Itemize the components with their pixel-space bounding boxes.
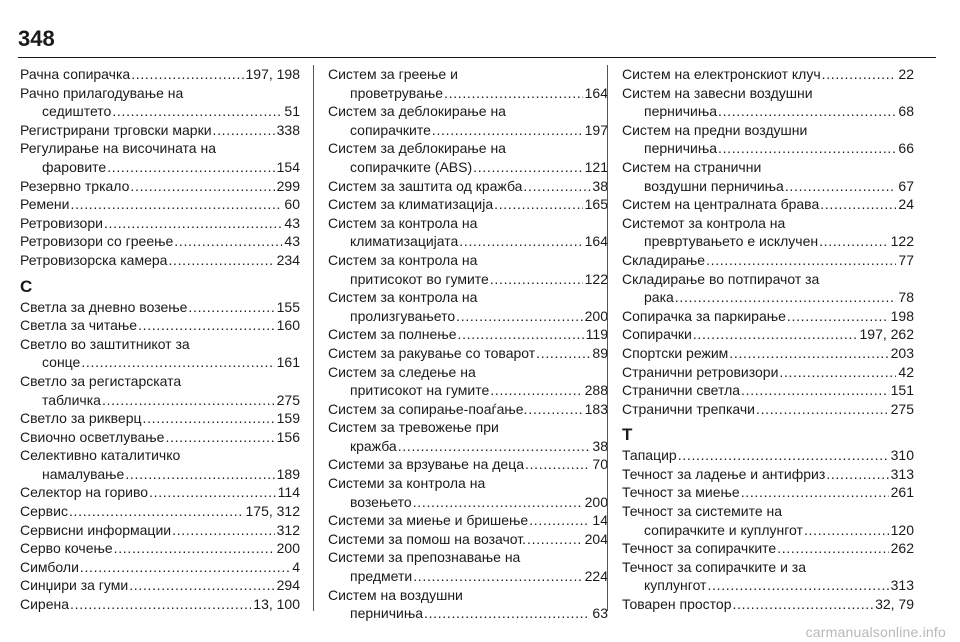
index-term-continuation: перничиња (644, 140, 717, 157)
page-reference: 299 (276, 177, 300, 194)
page-reference: 288 (584, 382, 608, 399)
index-entry (20, 539, 300, 558)
dot-leader (456, 307, 582, 326)
index-term-continuation: превртувањето е исклучен (644, 233, 819, 250)
page-reference: 78 (898, 289, 914, 306)
dot-leader (125, 465, 274, 484)
page-reference: 154 (276, 158, 300, 175)
dot-leader (494, 195, 583, 214)
index-term-continuation: предмети (350, 568, 413, 585)
page-reference: 312 (276, 521, 300, 538)
page-reference: 122 (584, 270, 608, 287)
page-reference: 38 (592, 437, 608, 454)
index-entry (328, 548, 608, 585)
dot-leader (523, 177, 590, 196)
index-term: Странични ретровизори (622, 363, 779, 380)
index-entry (20, 428, 300, 447)
index-term: Систем за заштита од кражба (328, 177, 523, 194)
page-reference: 197, 198 (245, 66, 300, 82)
index-term: Светло во заштитникот за (20, 335, 190, 352)
page-reference: 70 (592, 456, 608, 473)
page-reference: 198 (890, 307, 914, 324)
page-reference: 67 (898, 177, 914, 194)
dot-leader (149, 483, 276, 502)
dot-leader (188, 298, 274, 317)
index-entry (622, 344, 914, 363)
page-reference: 66 (898, 140, 914, 157)
index-term: Системи за помош на возачот. (328, 530, 527, 547)
index-term: Систем за деблокирање на (328, 140, 506, 157)
page-reference: 159 (276, 410, 300, 427)
index-term: Складирање (622, 251, 706, 268)
page-reference: 151 (890, 382, 914, 399)
dot-leader (459, 232, 582, 251)
index-entry (328, 177, 608, 196)
dot-leader (129, 576, 274, 595)
page-reference: 13, 100 (253, 596, 300, 613)
dot-leader (787, 307, 889, 326)
index-term: Системи за препознавање на (328, 549, 521, 566)
index-entry (20, 335, 300, 372)
page-reference: 189 (276, 465, 300, 482)
index-entry (622, 195, 914, 214)
index-term: Странични светла (622, 382, 741, 399)
index-term: Систем за деблокирање на (328, 103, 506, 120)
dot-leader (718, 139, 896, 158)
index-term: Сервис (20, 503, 68, 520)
watermark: carmanualsonline.info (805, 624, 946, 640)
page-reference: 262 (890, 540, 914, 557)
dot-leader (102, 391, 275, 410)
dot-leader (741, 483, 889, 502)
dot-leader (104, 214, 282, 233)
index-term: Товарен простор (622, 596, 732, 613)
index-entry (20, 316, 300, 335)
dot-leader (473, 158, 583, 177)
index-term-continuation: рака (644, 289, 674, 306)
index-term: Сирена (20, 596, 70, 613)
index-entry (328, 586, 608, 623)
page-reference: 161 (276, 354, 300, 371)
index-term: Систем на предни воздушни (622, 121, 808, 138)
index-term: Течност за сопирачките (622, 540, 777, 557)
index-term-continuation: возењето (350, 493, 412, 510)
page-reference: 200 (584, 493, 608, 510)
page-reference: 89 (592, 344, 608, 361)
index-entry (20, 558, 300, 577)
index-term-continuation: сопирачките и куплунгот (644, 521, 803, 538)
dot-leader (444, 84, 583, 103)
dot-leader (70, 195, 282, 214)
dot-leader (490, 270, 583, 289)
page-reference: 310 (890, 447, 914, 464)
index-term: Синџири за гуми (20, 577, 129, 594)
section-letter: Т (622, 425, 633, 445)
index-entry (622, 400, 914, 419)
index-term-continuation: намалување (42, 465, 125, 482)
index-entry (328, 474, 608, 511)
dot-leader (779, 363, 896, 382)
index-entry (622, 483, 914, 502)
index-term-continuation: перничиња (350, 605, 423, 622)
index-entry (328, 511, 608, 530)
index-entry (328, 251, 608, 288)
dot-leader (172, 521, 275, 540)
dot-leader (729, 344, 888, 363)
index-term: Течност за системите на (622, 503, 783, 520)
page-reference: 4 (292, 558, 300, 575)
index-term: Систем на воздушни (328, 586, 463, 603)
index-term: Систем на електронскиот клуч (622, 66, 821, 82)
index-entry (328, 363, 608, 400)
index-entry (20, 214, 300, 233)
page-reference: 165 (584, 196, 608, 213)
index-entry (622, 595, 914, 614)
index-entry (20, 84, 300, 121)
dot-leader (822, 65, 897, 84)
dot-leader (138, 316, 275, 335)
index-term: Светло за рикверц (20, 410, 142, 427)
page-reference: 203 (890, 344, 914, 361)
index-term: Рачна сопирачка (20, 66, 131, 82)
index-term: Ретровизори со греење (20, 233, 174, 250)
index-term: Системот за контрола на (622, 214, 786, 231)
index-entry (328, 325, 608, 344)
dot-leader (529, 511, 590, 530)
index-entry (622, 158, 914, 195)
index-entry (20, 177, 300, 196)
dot-leader (130, 177, 274, 196)
index-term: Системи за миење и бришење (328, 512, 529, 529)
index-term: Симболи (20, 558, 79, 575)
page-reference: 156 (276, 428, 300, 445)
index-column-3 (622, 65, 914, 614)
index-term: Странични трепкачи (622, 400, 755, 417)
page-reference: 43 (284, 233, 300, 250)
index-term-continuation: воздушни перничиња (644, 177, 784, 194)
page-reference: 114 (277, 484, 300, 501)
page-reference: 275 (890, 400, 914, 417)
dot-leader (398, 437, 591, 456)
index-term: Складирање во потпирачот за (622, 270, 820, 287)
page-reference: 38 (592, 177, 608, 194)
index-term-continuation: куплунгот (644, 577, 707, 594)
dot-leader (413, 493, 583, 512)
index-entry (622, 465, 914, 484)
dot-leader (490, 381, 582, 400)
dot-leader (432, 121, 583, 140)
dot-leader (525, 455, 590, 474)
index-entry (20, 446, 300, 483)
dot-leader (174, 232, 282, 251)
page-reference: 197 (584, 121, 608, 138)
index-entry (20, 576, 300, 595)
index-term: Течност за сопирачките и за (622, 558, 806, 575)
index-term: Свиочно осветлување (20, 428, 165, 445)
index-entry (622, 65, 914, 84)
index-term: Систем за тревожење при (328, 419, 499, 436)
index-term: Системи за врзување на деца (328, 456, 525, 473)
index-entry (20, 298, 300, 317)
index-entry (622, 381, 914, 400)
page-reference: 294 (276, 577, 300, 594)
index-term-continuation: перничиња (644, 103, 717, 120)
column-divider (607, 65, 608, 611)
dot-leader (804, 521, 889, 540)
index-term-continuation: сопирачките (ABS) (350, 158, 473, 175)
dot-leader (80, 558, 290, 577)
index-term: Светла за читање (20, 317, 138, 334)
page-reference: 275 (276, 391, 300, 408)
page-reference: 120 (890, 521, 914, 538)
page-reference: 204 (584, 530, 608, 547)
dot-leader (213, 121, 275, 140)
dot-leader (528, 400, 582, 419)
page-reference: 234 (276, 251, 300, 268)
index-entry (622, 121, 914, 158)
page-reference: 175, 312 (245, 503, 300, 520)
index-entry (622, 363, 914, 382)
page-reference: 313 (890, 577, 914, 594)
page-reference: 155 (276, 298, 300, 315)
index-term: Резервно тркало (20, 177, 130, 194)
index-term: Рачно прилагодување на (20, 84, 184, 101)
dot-leader (732, 595, 873, 614)
column-divider (313, 65, 314, 611)
index-term: Спортски режим (622, 344, 729, 361)
index-entry (328, 530, 608, 549)
index-term: Систем за контрола на (328, 251, 478, 268)
page-reference: 200 (276, 540, 300, 557)
page-reference: 338 (276, 121, 300, 138)
index-entry (20, 121, 300, 140)
page-reference: 43 (284, 214, 300, 231)
index-term: Систем за климатизација (328, 196, 494, 213)
dot-leader (706, 251, 896, 270)
index-column-1 (20, 65, 300, 614)
index-entry (20, 483, 300, 502)
index-term: Регулирање на височината на (20, 140, 216, 157)
index-entry (622, 251, 914, 270)
index-term: Систем за греење и (328, 66, 458, 82)
index-term-continuation: сонце (42, 354, 81, 371)
page-reference: 24 (898, 196, 914, 213)
index-entry (20, 195, 300, 214)
index-term: Систем за контрола на (328, 289, 478, 306)
page-reference: 14 (592, 512, 608, 529)
index-term-continuation: притисокот во гумите (350, 270, 489, 287)
index-term: Ретровизорска камера (20, 251, 168, 268)
index-term: Селективно каталитичко (20, 447, 181, 464)
dot-leader (112, 102, 282, 121)
index-term: Сопирачки (622, 326, 692, 343)
dot-leader (777, 539, 888, 558)
index-entry (328, 344, 608, 363)
header-rule (18, 57, 936, 58)
dot-leader (424, 604, 590, 623)
dot-leader (718, 102, 896, 121)
index-term-continuation: табличка (42, 391, 101, 408)
index-term-continuation: пролизгувањето (350, 307, 456, 324)
dot-leader (819, 232, 889, 251)
index-entry (622, 307, 914, 326)
dot-leader (741, 381, 889, 400)
dot-leader (168, 251, 274, 270)
index-entry (20, 372, 300, 409)
index-term-continuation: притисокот на гумите (350, 382, 490, 399)
index-term: Ретровизори (20, 214, 103, 231)
page-reference: 224 (584, 568, 608, 585)
section-letter: С (20, 276, 33, 296)
page-reference: 63 (592, 605, 608, 622)
dot-leader (131, 65, 243, 84)
index-entry (20, 65, 300, 84)
index-term: Селектор на гориво (20, 484, 149, 501)
index-entry (622, 84, 914, 121)
index-term-continuation: фаровите (42, 158, 107, 175)
page-reference: 200 (584, 307, 608, 324)
page-reference: 197, 262 (859, 326, 914, 343)
page-reference: 68 (898, 103, 914, 120)
index-entry (20, 595, 300, 614)
page-reference: 60 (284, 196, 300, 213)
index-entry (20, 521, 300, 540)
index-entry (20, 232, 300, 251)
dot-leader (165, 428, 274, 447)
page-reference: 164 (584, 84, 608, 101)
dot-leader (413, 567, 582, 586)
index-entry (622, 539, 914, 558)
page-reference: 183 (584, 400, 608, 417)
index-term: Систем на странични (622, 158, 762, 175)
index-entry (622, 325, 914, 344)
index-term: Систем за полнење (328, 326, 457, 343)
index-entry (20, 502, 300, 521)
index-entry (622, 558, 914, 595)
page-reference: 22 (898, 66, 914, 82)
index-term-continuation: проветрување (350, 84, 444, 101)
index-entry (328, 288, 608, 325)
index-column-2 (328, 65, 608, 623)
dot-leader (536, 344, 590, 363)
page-reference: 32, 79 (875, 596, 914, 613)
page-reference: 261 (890, 484, 914, 501)
index-term: Ремени (20, 196, 70, 213)
index-term: Регистрирани трговски марки (20, 121, 212, 138)
dot-leader (785, 177, 897, 196)
index-term: Тапацир (622, 447, 677, 464)
dot-leader (820, 195, 896, 214)
index-entry (328, 418, 608, 455)
index-entry (20, 139, 300, 176)
page-reference: 119 (585, 326, 608, 343)
page-reference: 313 (890, 465, 914, 482)
index-entry (20, 409, 300, 428)
page-number: 348 (18, 26, 55, 51)
dot-leader (678, 446, 889, 465)
dot-leader (693, 325, 858, 344)
index-term: Течност за миење (622, 484, 740, 501)
index-entry (328, 139, 608, 176)
page-reference: 122 (890, 233, 914, 250)
index-entry (622, 214, 914, 251)
dot-leader (143, 409, 275, 428)
page-reference: 77 (898, 251, 914, 268)
index-term: Сопирачка за паркирање (622, 307, 786, 324)
page-reference: 51 (284, 103, 300, 120)
index-entry (328, 102, 608, 139)
dot-leader (527, 530, 583, 549)
dot-leader (707, 576, 888, 595)
index-entry (328, 195, 608, 214)
page-reference: 164 (584, 233, 608, 250)
index-term: Течност за ладење и антифриз (622, 465, 826, 482)
dot-leader (675, 288, 897, 307)
dot-leader (756, 400, 889, 419)
index-entry (328, 400, 608, 419)
index-entry (328, 65, 608, 102)
index-entry (622, 502, 914, 539)
page-reference: 121 (584, 158, 608, 175)
index-term: Системи за контрола на (328, 475, 486, 492)
index-term: Систем за ракување со товарот (328, 344, 536, 361)
page-reference: 42 (898, 363, 914, 380)
dot-leader (458, 325, 584, 344)
index-entry (622, 446, 914, 465)
index-term: Сервисни информации (20, 521, 172, 538)
index-term-continuation: кражба (350, 437, 397, 454)
index-term: Светла за дневно возење (20, 298, 188, 315)
index-term-continuation: климатизацијата (350, 233, 459, 250)
index-term: Систем за контрола на (328, 214, 478, 231)
index-term-continuation: сопирачките (350, 121, 431, 138)
index-term: Систем за следење на (328, 363, 476, 380)
dot-leader (69, 502, 244, 521)
index-term: Светло за регистарската (20, 372, 182, 389)
index-term-continuation: седиштето (42, 103, 112, 120)
index-term: Систем на завесни воздушни (622, 84, 813, 101)
dot-leader (70, 595, 251, 614)
dot-leader (826, 465, 888, 484)
index-entry (328, 455, 608, 474)
index-entry (622, 270, 914, 307)
dot-leader (107, 158, 274, 177)
index-term: Систем за сопирање-поаѓање. (328, 400, 528, 417)
dot-leader (81, 353, 274, 372)
index-term: Серво кочење (20, 540, 113, 557)
index-entry (328, 214, 608, 251)
dot-leader (114, 539, 275, 558)
page-reference: 160 (276, 317, 300, 334)
index-term: Систем на централната брава (622, 196, 820, 213)
index-entry (20, 251, 300, 270)
